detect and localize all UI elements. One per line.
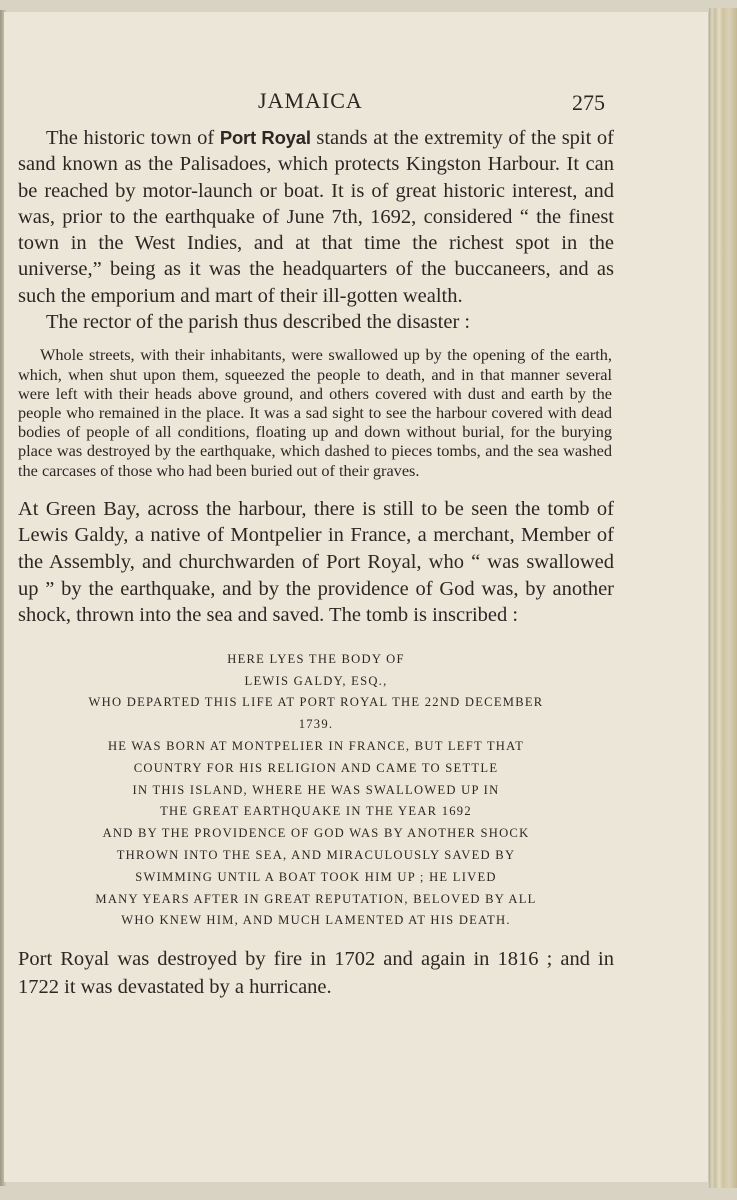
inscription-line: COUNTRY FOR HIS RELIGION AND CAME TO SETTLE bbox=[133, 760, 499, 775]
port-royal-bold-term: Port Royal bbox=[219, 127, 311, 148]
inscription-line: HERE LYES THE BODY OF bbox=[227, 651, 405, 666]
inscription-line: HE WAS BORN AT MONTPELIER IN FRANCE, BUT LEFT THAT bbox=[107, 738, 525, 753]
paragraph-rector-intro: The rector of the parish thus described the disaster : bbox=[46, 311, 471, 334]
running-head-title: JAMAICA bbox=[258, 88, 363, 113]
paragraph-port-royal-fires: Port Royal was destroyed by fire in 1702 and again in 1816 ; and in 1722 it was devastated by a hurricane. bbox=[18, 948, 614, 998]
inscription-line: THROWN INTO THE SEA, AND MIRACULOUSLY SAVED BY bbox=[116, 847, 516, 862]
paragraph-1-rest: stands at the extremity of the spit of sand known as the Palisadoes, which protects Kingston Harbour. It can be reached by motor-launch or boat. It is of great historic interest, and was, prior to the earthquake of June 7th, 1692, considered “ the finest town in the West Indies, and at that time the richest spot in the universe,” being as it was the headquarters of the buccaneers, and as such the emporium and mart of their ill-gotten wealth. bbox=[18, 127, 614, 307]
inscription-line: MANY YEARS AFTER IN GREAT REPUTATION, BELOVED BY ALL bbox=[95, 891, 537, 906]
inscription-line: IN THIS ISLAND, WHERE HE WAS SWALLOWED UP IN bbox=[132, 782, 500, 797]
inscription-line: WHO DEPARTED THIS LIFE AT PORT ROYAL THE 22ND DECEMBER bbox=[88, 695, 544, 710]
inscription-line: 1739. bbox=[298, 717, 334, 732]
rector-quotation: Whole streets, with their inhabitants, were swallowed up by the opening of the earth, which, when shut upon them, squeezed the people to death, and in that manner several were left with their heads above ground, and others covered with dust and earth by the people who remained in the place. It was a sad sight to see the harbour covered with dead bodies of people of all conditions, floating up and down without burial, for the burying place was destroyed by the earthquake, which dashed to pieces tombs, and the sea washed the carcases of those who had been buried out of their graves. bbox=[18, 345, 612, 480]
inscription-line: SWIMMING UNTIL A BOAT TOOK HIM UP ; HE LIVED bbox=[135, 869, 497, 884]
paragraph-port-royal-intro bbox=[18, 125, 614, 309]
inscription-line: WHO KNEW HIM, AND MUCH LAMENTED AT HIS DEATH. bbox=[121, 913, 511, 928]
book-page bbox=[4, 12, 709, 1182]
running-head bbox=[4, 88, 709, 118]
tomb-inscription bbox=[18, 649, 614, 932]
inscription-line: THE GREAT EARTHQUAKE IN THE YEAR 1692 bbox=[160, 804, 472, 819]
paragraph-green-bay: At Green Bay, across the harbour, there is still to be seen the tomb of Lewis Galdy, a native of Montpelier in France, a merchant, Member of the Assembly, and churchwarden of Port Royal, who “ was swallowed up ” by the earthquake, and by the providence of God was, by another shock, thrown into the sea and saved. The tomb is inscribed : bbox=[18, 497, 614, 627]
inscription-line: AND BY THE PROVIDENCE OF GOD WAS BY ANOTHER SHOCK bbox=[102, 826, 530, 841]
page-body bbox=[18, 125, 614, 1001]
page-fore-edge bbox=[709, 8, 737, 1188]
paragraph-1-lead: The historic town of bbox=[46, 127, 220, 149]
page-number: 275 bbox=[572, 90, 605, 115]
inscription-line: LEWIS GALDY, ESQ., bbox=[244, 673, 388, 688]
